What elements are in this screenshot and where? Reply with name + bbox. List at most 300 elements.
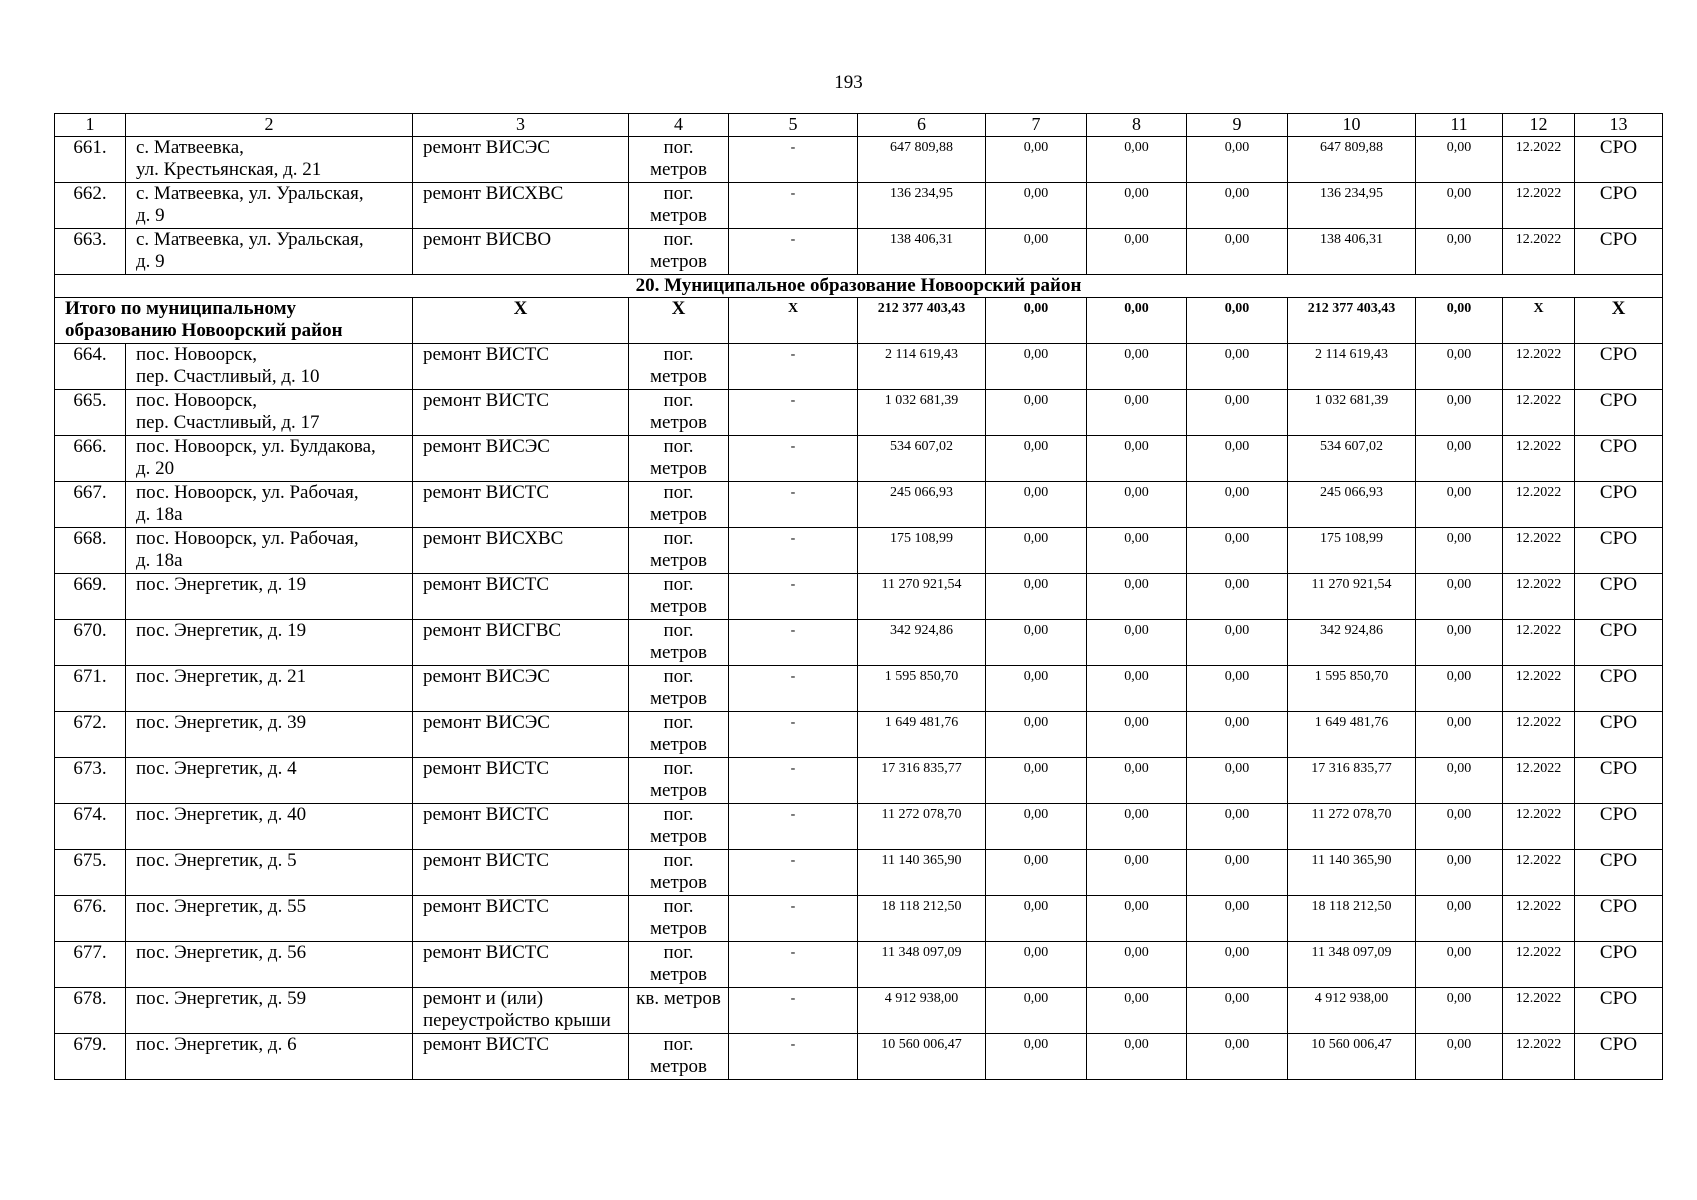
deadline-cell: 12.2022 [1503,390,1575,436]
col9-cell: 0,00 [1187,758,1288,804]
unit-cell-line: пог. [663,482,694,503]
col8-cell: 0,00 [1087,574,1187,620]
unit-cell [629,390,729,436]
deadline-cell: 12.2022 [1503,896,1575,942]
table-row [55,482,1663,528]
col9-cell: 0,00 [1187,183,1288,229]
cost-total-cell: 138 406,31 [858,229,986,275]
unit-cell-line: метров [650,251,707,272]
col9-cell: 0,00 [1187,804,1288,850]
table-row [55,758,1663,804]
col8-cell: 0,00 [1087,804,1187,850]
row-number: 668. [55,528,126,574]
col5-cell: - [729,183,858,229]
col7-cell: 0,00 [986,344,1087,390]
cost-fund-cell: 11 272 078,70 [1288,804,1416,850]
col9-cell: 0,00 [1187,390,1288,436]
cost-total-cell: 11 140 365,90 [858,850,986,896]
col5-cell: - [729,344,858,390]
col5-cell: - [729,942,858,988]
address-cell [126,620,413,666]
unit-cell-line: пог. [663,137,694,158]
address-cell [126,528,413,574]
col5-cell: - [729,1034,858,1080]
row-number: 662. [55,183,126,229]
work-type-cell-line: ремонт ВИСТС [423,804,550,825]
col9-cell: 0,00 [1187,137,1288,183]
cost-total-cell: 342 924,86 [858,620,986,666]
row-number: 671. [55,666,126,712]
address-cell [126,574,413,620]
work-type-cell [413,574,629,620]
work-type-cell [413,804,629,850]
table-row [55,390,1663,436]
work-type-cell [413,436,629,482]
unit-cell [629,574,729,620]
address-cell [126,666,413,712]
address-cell-line: с. Матвеевка, ул. Уральская, [136,229,364,250]
cost-total-cell: 245 066,93 [858,482,986,528]
address-cell-line: д. 9 [136,205,165,226]
unit-cell-line: пог. [663,620,694,641]
work-type-cell [413,850,629,896]
row-number: 664. [55,344,126,390]
col11-cell: 0,00 [1416,666,1503,712]
col8-cell: 0,00 [1087,390,1187,436]
work-type-cell [413,229,629,275]
work-type-cell-line: ремонт ВИСХВС [423,183,564,204]
unit-cell-line: метров [650,826,707,847]
method-cell: СРО [1575,1034,1663,1080]
address-cell-line: д. 9 [136,251,165,272]
unit-cell [629,850,729,896]
col7-cell: 0,00 [986,137,1087,183]
row-number: 672. [55,712,126,758]
method-cell: СРО [1575,850,1663,896]
deadline-cell: 12.2022 [1503,482,1575,528]
address-cell-line: пос. Энергетик, д. 40 [136,804,307,825]
col7-cell: 0,00 [986,1034,1087,1080]
row-number: 666. [55,436,126,482]
col5-cell: - [729,758,858,804]
address-cell [126,436,413,482]
deadline-cell: 12.2022 [1503,1034,1575,1080]
address-cell [126,1034,413,1080]
address-cell-line: пос. Новоорск, [136,344,258,365]
cost-fund-cell: 175 108,99 [1288,528,1416,574]
method-cell: СРО [1575,758,1663,804]
work-type-cell [413,666,629,712]
deadline-cell: 12.2022 [1503,804,1575,850]
col8-cell: 0,00 [1087,436,1187,482]
col8-cell: 0,00 [1087,620,1187,666]
unit-cell-line: пог. [663,896,694,917]
column-header: 1 [55,114,126,137]
address-cell-line: пос. Новоорск, ул. Рабочая, [136,482,359,503]
cost-total-cell: 10 560 006,47 [858,1034,986,1080]
unit-cell-line: метров [650,159,707,180]
col7-cell: 0,00 [986,896,1087,942]
col9-cell: 0,00 [1187,666,1288,712]
address-cell-line: пос. Энергетик, д. 59 [136,988,307,1009]
unit-cell [629,137,729,183]
deadline-cell: 12.2022 [1503,574,1575,620]
cost-total-cell: 1 595 850,70 [858,666,986,712]
method-cell: СРО [1575,942,1663,988]
col8-cell: 0,00 [1087,183,1187,229]
work-type-cell-line: ремонт ВИСТС [423,574,550,595]
address-cell-line: пос. Энергетик, д. 6 [136,1034,297,1055]
total-col8: 0,00 [1087,298,1187,344]
cost-total-cell: 175 108,99 [858,528,986,574]
method-cell: СРО [1575,896,1663,942]
col7-cell: 0,00 [986,712,1087,758]
work-type-cell-line: ремонт ВИСТС [423,942,550,963]
address-cell-line: пос. Энергетик, д. 5 [136,850,297,871]
col9-cell: 0,00 [1187,574,1288,620]
col9-cell: 0,00 [1187,988,1288,1034]
cost-fund-cell: 136 234,95 [1288,183,1416,229]
address-cell-line: д. 18а [136,550,183,571]
total-col9: 0,00 [1187,298,1288,344]
column-header: 11 [1416,114,1503,137]
col9-cell: 0,00 [1187,482,1288,528]
col5-cell: - [729,390,858,436]
address-cell [126,850,413,896]
col9-cell: 0,00 [1187,942,1288,988]
col11-cell: 0,00 [1416,482,1503,528]
unit-cell [629,988,729,1034]
col7-cell: 0,00 [986,528,1087,574]
section-title: 20. Муниципальное образование Новоорский район [55,275,1663,298]
row-number: 674. [55,804,126,850]
address-cell-line: пос. Энергетик, д. 39 [136,712,307,733]
work-type-cell-line: ремонт ВИСТС [423,758,550,779]
unit-cell-line: метров [650,205,707,226]
address-cell [126,758,413,804]
work-type-cell [413,482,629,528]
unit-cell-line: метров [650,642,707,663]
unit-cell [629,482,729,528]
col5-cell: - [729,712,858,758]
address-cell-line: ул. Крестьянская, д. 21 [136,159,322,180]
unit-cell-line: метров [650,596,707,617]
total-cost-total: 212 377 403,43 [858,298,986,344]
address-cell [126,896,413,942]
method-cell: СРО [1575,666,1663,712]
unit-cell-line: метров [650,780,707,801]
column-header: 2 [126,114,413,137]
address-cell-line: пос. Новоорск, [136,390,258,411]
unit-cell-line: метров [650,734,707,755]
unit-cell [629,436,729,482]
total-col12: Х [1503,298,1575,344]
table-row [55,712,1663,758]
col7-cell: 0,00 [986,183,1087,229]
cost-total-cell: 647 809,88 [858,137,986,183]
cost-total-cell: 534 607,02 [858,436,986,482]
unit-cell-line: пог. [663,574,694,595]
method-cell: СРО [1575,137,1663,183]
col8-cell: 0,00 [1087,758,1187,804]
col8-cell: 0,00 [1087,482,1187,528]
work-type-cell [413,758,629,804]
row-number: 669. [55,574,126,620]
unit-cell-line: пог. [663,528,694,549]
cost-fund-cell: 647 809,88 [1288,137,1416,183]
col11-cell: 0,00 [1416,137,1503,183]
col7-cell: 0,00 [986,229,1087,275]
address-cell [126,942,413,988]
col7-cell: 0,00 [986,988,1087,1034]
address-cell [126,183,413,229]
col7-cell: 0,00 [986,942,1087,988]
work-type-cell-line: ремонт ВИСТС [423,482,550,503]
cost-total-cell: 4 912 938,00 [858,988,986,1034]
address-cell-line: д. 20 [136,458,175,479]
col8-cell: 0,00 [1087,850,1187,896]
address-cell-line: пос. Энергетик, д. 56 [136,942,307,963]
work-type-cell [413,390,629,436]
total-cost-fund: 212 377 403,43 [1288,298,1416,344]
address-cell-line: пос. Энергетик, д. 55 [136,896,307,917]
col11-cell: 0,00 [1416,850,1503,896]
work-type-cell-line: ремонт ВИСТС [423,390,550,411]
page-number: 193 [834,72,863,93]
unit-cell-line: пог. [663,229,694,250]
col7-cell: 0,00 [986,620,1087,666]
work-type-cell-line: ремонт ВИСТС [423,344,550,365]
table-row [55,850,1663,896]
capital-repair-table [54,113,1663,1080]
col7-cell: 0,00 [986,804,1087,850]
address-cell [126,390,413,436]
unit-cell-line: пог. [663,183,694,204]
col5-cell: - [729,666,858,712]
unit-cell-line: пог. [663,390,694,411]
row-number: 673. [55,758,126,804]
col8-cell: 0,00 [1087,988,1187,1034]
column-header: 13 [1575,114,1663,137]
method-cell: СРО [1575,436,1663,482]
unit-cell-line: пог. [663,1034,694,1055]
row-number: 665. [55,390,126,436]
table-row [55,1034,1663,1080]
table-row [55,137,1663,183]
address-cell-line: пос. Энергетик, д. 19 [136,574,307,595]
col11-cell: 0,00 [1416,620,1503,666]
method-cell: СРО [1575,482,1663,528]
col9-cell: 0,00 [1187,712,1288,758]
cost-fund-cell: 534 607,02 [1288,436,1416,482]
deadline-cell: 12.2022 [1503,528,1575,574]
work-type-cell-line: ремонт ВИСТС [423,850,550,871]
deadline-cell: 12.2022 [1503,850,1575,896]
total-label [55,298,413,344]
table-row [55,344,1663,390]
unit-cell [629,183,729,229]
col8-cell: 0,00 [1087,229,1187,275]
unit-cell-line: метров [650,872,707,893]
total-label-line: Итого по муниципальному [65,298,297,319]
method-cell: СРО [1575,344,1663,390]
deadline-cell: 12.2022 [1503,988,1575,1034]
total-col7: 0,00 [986,298,1087,344]
column-header: 4 [629,114,729,137]
deadline-cell: 12.2022 [1503,436,1575,482]
col5-cell: - [729,804,858,850]
unit-cell-line: метров [650,964,707,985]
table-row [55,436,1663,482]
col8-cell: 0,00 [1087,666,1187,712]
unit-cell [629,712,729,758]
table-row [55,988,1663,1034]
col11-cell: 0,00 [1416,712,1503,758]
total-col11: 0,00 [1416,298,1503,344]
cost-fund-cell: 11 140 365,90 [1288,850,1416,896]
address-cell [126,229,413,275]
method-cell: СРО [1575,712,1663,758]
work-type-cell-line: ремонт ВИСЭС [423,712,550,733]
work-type-cell [413,896,629,942]
col7-cell: 0,00 [986,436,1087,482]
column-header: 8 [1087,114,1187,137]
col5-cell: - [729,574,858,620]
unit-cell-line: метров [650,1056,707,1077]
col11-cell: 0,00 [1416,896,1503,942]
unit-cell-line: пог. [663,942,694,963]
unit-cell-line: пог. [663,436,694,457]
work-type-cell-line: ремонт ВИСЭС [423,436,550,457]
work-type-cell [413,712,629,758]
total-label-line: образованию Новоорский район [65,320,343,341]
unit-cell-line: метров [650,550,707,571]
unit-cell-line: метров [650,688,707,709]
row-number: 677. [55,942,126,988]
col5-cell: - [729,137,858,183]
unit-cell-line: метров [650,366,707,387]
col8-cell: 0,00 [1087,896,1187,942]
col9-cell: 0,00 [1187,896,1288,942]
col5-cell: - [729,988,858,1034]
deadline-cell: 12.2022 [1503,758,1575,804]
address-cell [126,804,413,850]
col11-cell: 0,00 [1416,229,1503,275]
total-row [55,298,1663,344]
col5-cell: - [729,850,858,896]
table-row [55,528,1663,574]
deadline-cell: 12.2022 [1503,229,1575,275]
method-cell: СРО [1575,528,1663,574]
column-header: 6 [858,114,986,137]
unit-cell-line: метров [650,918,707,939]
unit-cell [629,942,729,988]
deadline-cell: 12.2022 [1503,942,1575,988]
column-header: 9 [1187,114,1288,137]
work-type-cell-line: ремонт ВИСЭС [423,666,550,687]
deadline-cell: 12.2022 [1503,137,1575,183]
method-cell: СРО [1575,183,1663,229]
col8-cell: 0,00 [1087,344,1187,390]
work-type-cell [413,137,629,183]
deadline-cell: 12.2022 [1503,183,1575,229]
col7-cell: 0,00 [986,482,1087,528]
cost-total-cell: 18 118 212,50 [858,896,986,942]
col7-cell: 0,00 [986,390,1087,436]
table-row [55,183,1663,229]
cost-total-cell: 11 270 921,54 [858,574,986,620]
col11-cell: 0,00 [1416,1034,1503,1080]
cost-fund-cell: 342 924,86 [1288,620,1416,666]
col7-cell: 0,00 [986,574,1087,620]
column-header: 5 [729,114,858,137]
work-type-cell-line: ремонт ВИСВО [423,229,552,250]
address-cell-line: пос. Новоорск, ул. Рабочая, [136,528,359,549]
table-row [55,620,1663,666]
address-cell [126,988,413,1034]
col11-cell: 0,00 [1416,758,1503,804]
col8-cell: 0,00 [1087,137,1187,183]
unit-cell-line: пог. [663,666,694,687]
cost-fund-cell: 4 912 938,00 [1288,988,1416,1034]
address-cell-line: пос. Новоорск, ул. Булдакова, [136,436,376,457]
cost-fund-cell: 2 114 619,43 [1288,344,1416,390]
col11-cell: 0,00 [1416,390,1503,436]
col11-cell: 0,00 [1416,574,1503,620]
cost-fund-cell: 1 595 850,70 [1288,666,1416,712]
address-cell [126,482,413,528]
row-number: 667. [55,482,126,528]
col5-cell: - [729,620,858,666]
col5-cell: - [729,482,858,528]
col11-cell: 0,00 [1416,344,1503,390]
column-header: 10 [1288,114,1416,137]
cost-total-cell: 2 114 619,43 [858,344,986,390]
row-number: 661. [55,137,126,183]
col11-cell: 0,00 [1416,804,1503,850]
row-number: 675. [55,850,126,896]
col5-cell: - [729,528,858,574]
column-header: 7 [986,114,1087,137]
unit-cell-line: пог. [663,344,694,365]
total-col13: Х [1575,298,1663,344]
work-type-cell-line: ремонт ВИСГВС [423,620,562,641]
cost-total-cell: 11 272 078,70 [858,804,986,850]
col9-cell: 0,00 [1187,344,1288,390]
cost-fund-cell: 17 316 835,77 [1288,758,1416,804]
work-type-cell-line: ремонт ВИСТС [423,1034,550,1055]
col9-cell: 0,00 [1187,528,1288,574]
cost-fund-cell: 18 118 212,50 [1288,896,1416,942]
col11-cell: 0,00 [1416,528,1503,574]
method-cell: СРО [1575,988,1663,1034]
cost-total-cell: 17 316 835,77 [858,758,986,804]
unit-cell [629,666,729,712]
cost-fund-cell: 11 270 921,54 [1288,574,1416,620]
cost-fund-cell: 245 066,93 [1288,482,1416,528]
col7-cell: 0,00 [986,850,1087,896]
work-type-cell-line: ремонт ВИСТС [423,896,550,917]
cost-total-cell: 1 032 681,39 [858,390,986,436]
address-cell-line: пос. Энергетик, д. 19 [136,620,307,641]
col8-cell: 0,00 [1087,1034,1187,1080]
address-cell-line: с. Матвеевка, [136,137,244,158]
deadline-cell: 12.2022 [1503,666,1575,712]
method-cell: СРО [1575,620,1663,666]
unit-cell [629,758,729,804]
unit-cell-line: пог. [663,712,694,733]
unit-cell [629,229,729,275]
